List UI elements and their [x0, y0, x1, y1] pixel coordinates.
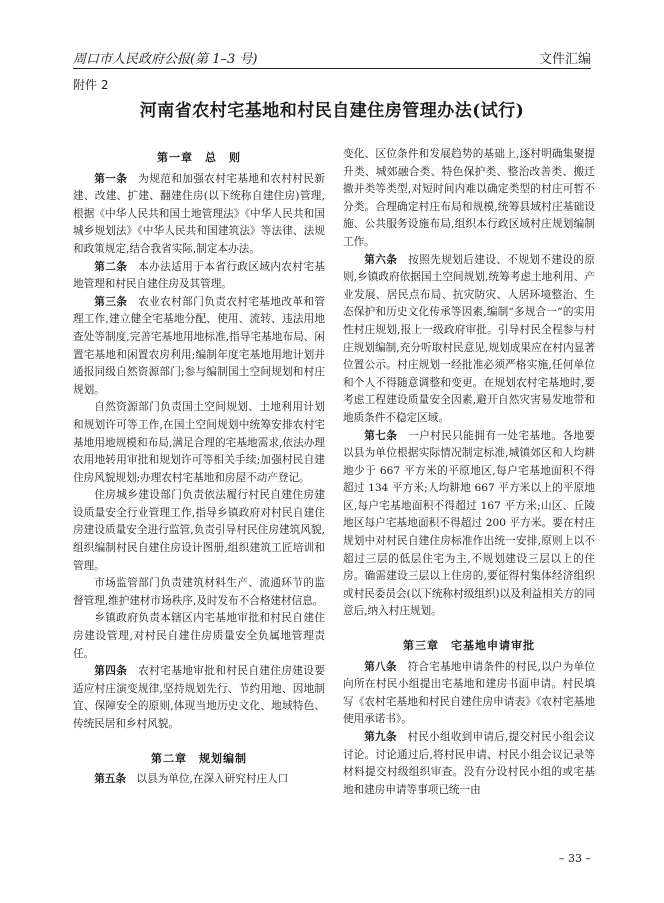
left-column [73, 146, 325, 846]
chapter-3-heading: 第三章 宅基地申请审批 [403, 639, 535, 653]
article-label: 第七条 [364, 429, 398, 442]
article-label: 第一条 [94, 172, 128, 185]
article-4 [73, 663, 325, 733]
paragraph-township: 乡镇政府负责本辖区内宅基地审批和村民自建住房建设管理,对村民自建住房质量安全负属地管理责任。 [73, 612, 325, 660]
article-3 [73, 294, 325, 400]
running-header [73, 46, 591, 69]
article-text: 为规范和加强农村宅基地和农村村民新建、改建、扩建、翻建住房(以下统称自建住房)管理,根据《中华人民共和国土地管理法》《中华人民共和国城乡规划法》《中华人民共和国建筑法》等法律、法规和政策规定,结合我省实际,制定本办法。 [73, 172, 325, 255]
article-text: 以县为单位,在深入研究村庄人口 [125, 773, 289, 786]
article-text: 本办法适用于本省行政区域内农村宅基地管理和村民自建住房及其管理。 [73, 260, 325, 291]
article-label: 第九条 [364, 731, 397, 743]
article-1 [73, 171, 325, 259]
paragraph-housing: 住房城乡建设部门负责依法履行村民自建住房建设质量安全行业管理工作,指导乡镇政府对村民自建住房建设质量安全进行监管,负责引导村民住房建筑风貌,组织编制村民自建住房设计图册,组织建筑工匠培训和管理。 [73, 489, 325, 572]
article-9 [343, 729, 595, 799]
publication-name: 周口市人民政府公报(第 1–3 号) [73, 52, 258, 67]
article-text: 村民小组收到申请后,提交村民小组会议讨论。讨论通过后,将村民申请、村民小组会议记录等材料提交村级组织审查。没有分设村民小组的或宅基地和建房申请等事项已统一由 [343, 731, 595, 796]
page-number: – 33 – [559, 852, 591, 865]
article-label: 第三条 [94, 295, 128, 308]
chapter-1-heading: 第一章 总 则 [157, 151, 241, 164]
article-label: 第四条 [94, 665, 128, 678]
article-label: 第五条 [94, 773, 126, 786]
article-label: 第六条 [364, 253, 398, 266]
article-text: 农村宅基地审批和村民自建住房建设要适应村庄演变规律,坚持规划先行、节约用地、因地制宜、保障安全的原则,体现当地历史文化、地域特色、传统民居和乡村风貌。 [73, 665, 325, 730]
attachment-label: 附件 2 [73, 78, 109, 92]
article-label: 第二条 [94, 260, 128, 273]
paragraph-natural-resources: 自然资源部门负责国土空间规划、土地利用计划和规划许可等工作,在国土空间规划中统筹安排农村宅基地用地规模和布局,满足合理的宅基地需求,依法办理农用地转用审批和规划许可等相关手续;加强村民自建住房风貌规划;办理农村宅基地和房屋不动产登记。 [73, 401, 325, 484]
article-text: 按照先规划后建设、不规划不建设的原则,乡镇政府依据国土空间规划,统筹考虑土地利用、产业发展、居民点布局、抗灾防灾、人居环境整治、生态保护和历史文化传承等因素,编制“多规合一”的实用性村庄规划,报上一级政府审批。引导村民全程参与村庄规划编制,充分听取村民意见,规划成果应在村内显著位置公示。村庄规划一经批准必须严格实施,任何单位和个人不得随意调整和变更。在规划农村宅基地时,要考虑工程建设质量安全因素,避开自然灾害易发地带和地质条件不稳定区域。 [343, 253, 595, 424]
article-label: 第八条 [364, 660, 397, 673]
article-7 [343, 428, 595, 622]
article-5-continued: 变化、区位条件和发展趋势的基础上,逐村明确集聚提升类、城郊融合类、特色保护类、整治改善类、搬迁撤并类等类型,对短时间内难以确定类型的村庄可暂不分类。合理确定村庄布局和规模,统筹县域村庄基础设施、公共服务设施布局,组织本行政区域村庄规划编制工作。 [343, 148, 595, 248]
article-text: 一户村民只能拥有一处宅基地。各地要以县为单位根据实际情况制定标准,城镇郊区和人均耕地少于 667 平方米的平原地区,每户宅基地面积不得超过 134 平方米;人均耕地 667 平方米以上的平原地区,每户宅基地面积不得超过 167 平方米;山区、丘陵地区每户宅基地面积不得超过 200 平方米。要在村庄规划中对村民自建住房标准作出统一安排,原则上以不超过三层的低层住宅为主,不规划建设三层以上的住房。确需建设三层以上住房的,要征得村集体经济组织或村民委员会(以下统称村级组织)以及利益相关方的同意后,纳入村庄规划。 [343, 429, 595, 618]
right-column [343, 146, 595, 846]
paragraph-market: 市场监管部门负责建筑材料生产、流通环节的监督管理,维护建材市场秩序,及时发布不合格建材信息。 [73, 577, 325, 607]
article-text: 符合宅基地申请条件的村民,以户为单位向所在村民小组提出宅基地和建房书面申请。村民填写《农村宅基地和村民自建住房申请表》《农村宅基地使用承诺书》。 [343, 660, 595, 726]
section-name: 文件汇编 [538, 52, 591, 67]
document-title: 河南省农村宅基地和村民自建住房管理办法(试行) [139, 101, 525, 121]
article-6 [343, 252, 595, 428]
article-text: 农业农村部门负责农村宅基地改革和管理工作,建立健全宅基地分配、使用、流转、违法用地查处等制度,完善宅基地用地标准,指导宅基地布局、闲置宅基地和闲置农房利用;编制年度宅基地用地计划并通报同级自然资源部门;参与编制国土空间规划和村庄规划。 [73, 295, 325, 396]
article-5 [73, 771, 325, 789]
chapter-2-heading: 第二章 规划编制 [151, 751, 247, 765]
article-2 [73, 259, 325, 294]
article-8 [343, 659, 595, 729]
